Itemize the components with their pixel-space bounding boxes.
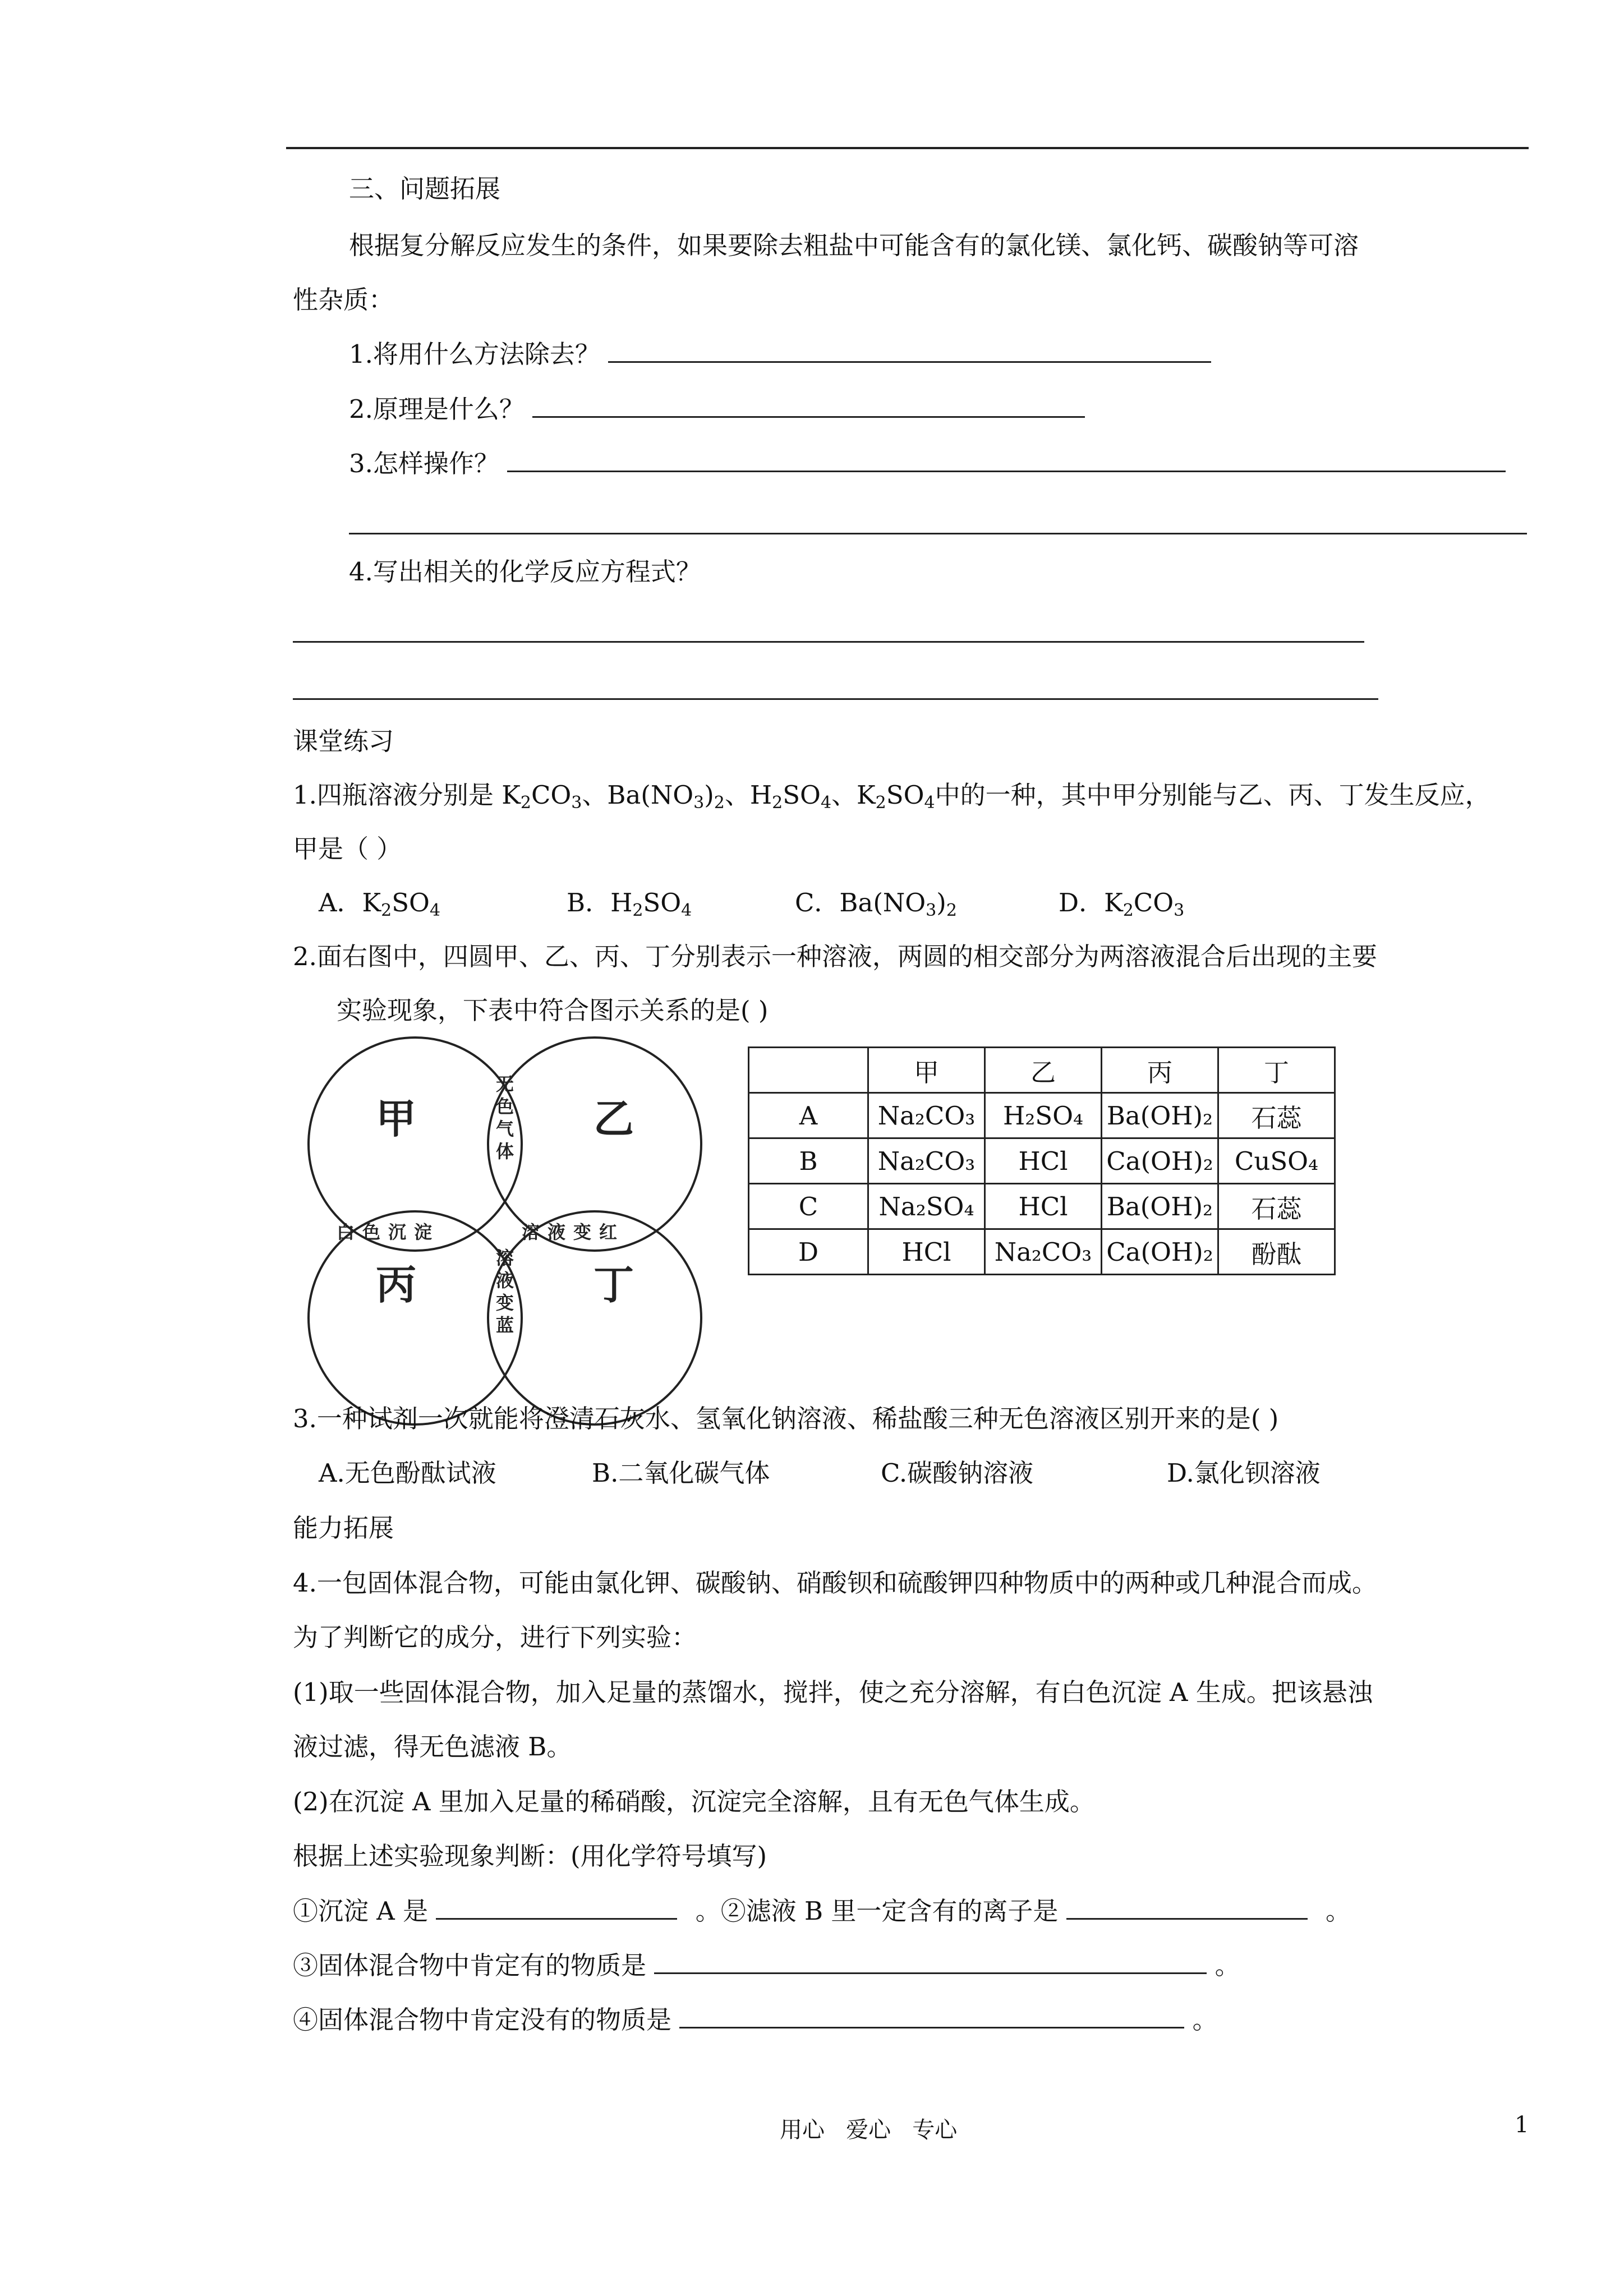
table-cell: C: [749, 1184, 868, 1229]
practice-q1-option-d[interactable]: D．$K_2CO_3$: [1059, 888, 1185, 920]
ability-heading: 能力拓展: [293, 1513, 394, 1543]
ability-step1-line2: 液过滤，得无色滤液 B。: [293, 1732, 572, 1762]
answer-blank-3b[interactable]: [349, 533, 1527, 534]
answer-blank-4a[interactable]: [293, 641, 1364, 643]
circle-ding: [488, 1211, 701, 1424]
overlap-left-label: 白色沉淀: [337, 1221, 440, 1243]
ability-step2: (2)在沉淀 A 里加入足量的稀硝酸，沉淀完全溶解，且有无色气体生成。: [293, 1787, 1095, 1816]
overlap-top-char: 气: [495, 1118, 514, 1140]
table-cell: Na₂CO₃: [868, 1093, 985, 1138]
question-2-text: 2.原理是什么？: [349, 394, 525, 424]
question-3: [349, 447, 1506, 481]
answer-blank-3[interactable]: [507, 448, 1506, 472]
circle-bing: [309, 1211, 522, 1424]
table-row[interactable]: [749, 1229, 1335, 1275]
table-cell: H₂SO₄: [985, 1093, 1102, 1138]
table-cell: A: [749, 1093, 868, 1138]
table-cell: CuSO₄: [1218, 1138, 1335, 1184]
practice-q3-option-a[interactable]: A.无色酚酞试液: [319, 1458, 496, 1488]
ability-q4-line2: 为了判断它的成分，进行下列实验：: [293, 1622, 697, 1652]
label-bing: 丙: [376, 1261, 417, 1308]
overlap-right-label: 溶液变红: [522, 1221, 625, 1243]
practice-q2-line1: 2.面右图中，四圆甲、乙、丙、丁分别表示一种溶液，两圆的相交部分为两溶液混合后出现的主要: [293, 942, 1377, 971]
table-row[interactable]: [749, 1093, 1335, 1138]
table-header-cell: 乙: [985, 1048, 1102, 1093]
answer-table: [748, 1046, 1336, 1275]
table-header-row: [749, 1048, 1335, 1093]
table-cell: Na₂CO₃: [868, 1138, 985, 1184]
answer-blank-absent[interactable]: [679, 2004, 1184, 2028]
table-cell: HCl: [985, 1138, 1102, 1184]
practice-q3-line1: 3.一种试剂一次就能将澄清石灰水、氢氧化钠溶液、稀盐酸三种无色溶液区别开来的是( ): [293, 1404, 1279, 1433]
footer-motto: 用心 爱心 专心: [780, 2117, 958, 2143]
table-cell: 石蕊: [1218, 1184, 1335, 1229]
question-1-text: 1.将用什么方法除去？: [349, 339, 600, 369]
table-cell: Ca(OH)₂: [1102, 1229, 1218, 1275]
ability-answer-4: ④固体混合物中肯定没有的物质是 。: [293, 2005, 1218, 2035]
overlap-top-char: 色: [495, 1096, 514, 1117]
overlap-bottom-char: 变: [495, 1292, 514, 1313]
page-number: 1: [1515, 2112, 1529, 2138]
table-cell: 酚酞: [1218, 1229, 1335, 1275]
answer-blank-1[interactable]: [608, 339, 1211, 363]
overlap-bottom-char: 溶: [495, 1247, 514, 1269]
answer-blank-4b[interactable]: [293, 698, 1378, 700]
ability-answer-1-2: ①沉淀 A 是 。②滤液 B 里一定含有的离子是 。: [293, 1896, 1351, 1926]
ability-answer-3: ③固体混合物中肯定有的物质是 。: [293, 1951, 1240, 1980]
overlap-top-char: 体: [495, 1141, 514, 1162]
label-jia: 甲: [376, 1095, 417, 1142]
table-cell: HCl: [868, 1229, 985, 1275]
ability-judge: 根据上述实验现象判断：(用化学符号填写): [293, 1841, 767, 1871]
table-row[interactable]: [749, 1184, 1335, 1229]
practice-q3-option-d[interactable]: D.氯化钡溶液: [1167, 1458, 1321, 1488]
table-header-cell: 丁: [1218, 1048, 1335, 1093]
label-yi: 乙: [594, 1095, 634, 1142]
circle-jia: [309, 1038, 522, 1251]
table-cell: Na₂SO₄: [868, 1184, 985, 1229]
practice-q1-line2: 甲是（ ）: [293, 834, 402, 864]
label-ding: 丁: [594, 1261, 634, 1308]
table-row[interactable]: [749, 1138, 1335, 1184]
overlap-top-char: 无: [495, 1073, 514, 1095]
table-cell: Ba(OH)₂: [1102, 1093, 1218, 1138]
practice-q1-option-a[interactable]: A．$K_2SO_4$: [319, 888, 441, 920]
practice-q1-line1: 1.四瓶溶液分别是 $K_2CO_3$、$Ba(NO_3)_2$、$H_2SO_4$、$K_2SO_4$中的一种，其中甲分别能与乙、丙、丁发生反应，: [293, 780, 1490, 813]
ability-step1-line1: (1)取一些固体混合物，加入足量的蒸馏水，搅拌，使之充分溶解，有白色沉淀 A 生成。把该悬浊: [293, 1677, 1373, 1707]
table-cell: Ca(OH)₂: [1102, 1138, 1218, 1184]
question-1: [349, 338, 1211, 371]
table-cell: 石蕊: [1218, 1093, 1335, 1138]
answer-blank-2[interactable]: [532, 394, 1085, 418]
question-4: 4.写出相关的化学反应方程式？: [349, 557, 701, 587]
table-header-cell: 丙: [1102, 1048, 1218, 1093]
practice-heading: 课堂练习: [293, 726, 394, 756]
table-cell: B: [749, 1138, 868, 1184]
answer-blank-present[interactable]: [654, 1950, 1207, 1974]
table-cell: HCl: [985, 1184, 1102, 1229]
table-cell: Ba(OH)₂: [1102, 1184, 1218, 1229]
overlap-bottom-char: 蓝: [495, 1315, 514, 1336]
answer-blank-precipitate[interactable]: [436, 1896, 677, 1920]
question-2: [349, 393, 1085, 426]
circle-yi: [488, 1038, 701, 1251]
answer-blank-ions[interactable]: [1066, 1896, 1308, 1920]
header-rule: [286, 147, 1529, 149]
section-intro-line1: 根据复分解反应发生的条件，如果要除去粗盐中可能含有的氯化镁、氯化钙、碳酸钠等可溶: [349, 230, 1359, 260]
question-3-text: 3.怎样操作？: [349, 449, 499, 478]
practice-q3-option-b[interactable]: B.二氧化碳气体: [592, 1458, 770, 1488]
practice-q3-option-c[interactable]: C.碳酸钠溶液: [881, 1458, 1034, 1488]
section-title: 三、问题拓展: [349, 174, 501, 204]
four-circle-diagram: [292, 1036, 724, 1435]
table-header-cell: 甲: [868, 1048, 985, 1093]
practice-q1-option-b[interactable]: B．$H_2SO_4$: [567, 888, 692, 920]
practice-q1-option-c[interactable]: C．$Ba(NO_3)_2$: [795, 888, 957, 920]
table-cell: Na₂CO₃: [985, 1229, 1102, 1275]
table-cell: D: [749, 1229, 868, 1275]
section-intro-line2: 性杂质：: [293, 285, 394, 315]
table-header-cell: [749, 1048, 868, 1093]
overlap-bottom-char: 液: [495, 1270, 514, 1291]
ability-q4-line1: 4.一包固体混合物，可能由氯化钾、碳酸钠、硝酸钡和硫酸钾四种物质中的两种或几种混合而成。: [293, 1568, 1377, 1598]
practice-q2-line2: 实验现象，下表中符合图示关系的是( ): [337, 995, 769, 1025]
